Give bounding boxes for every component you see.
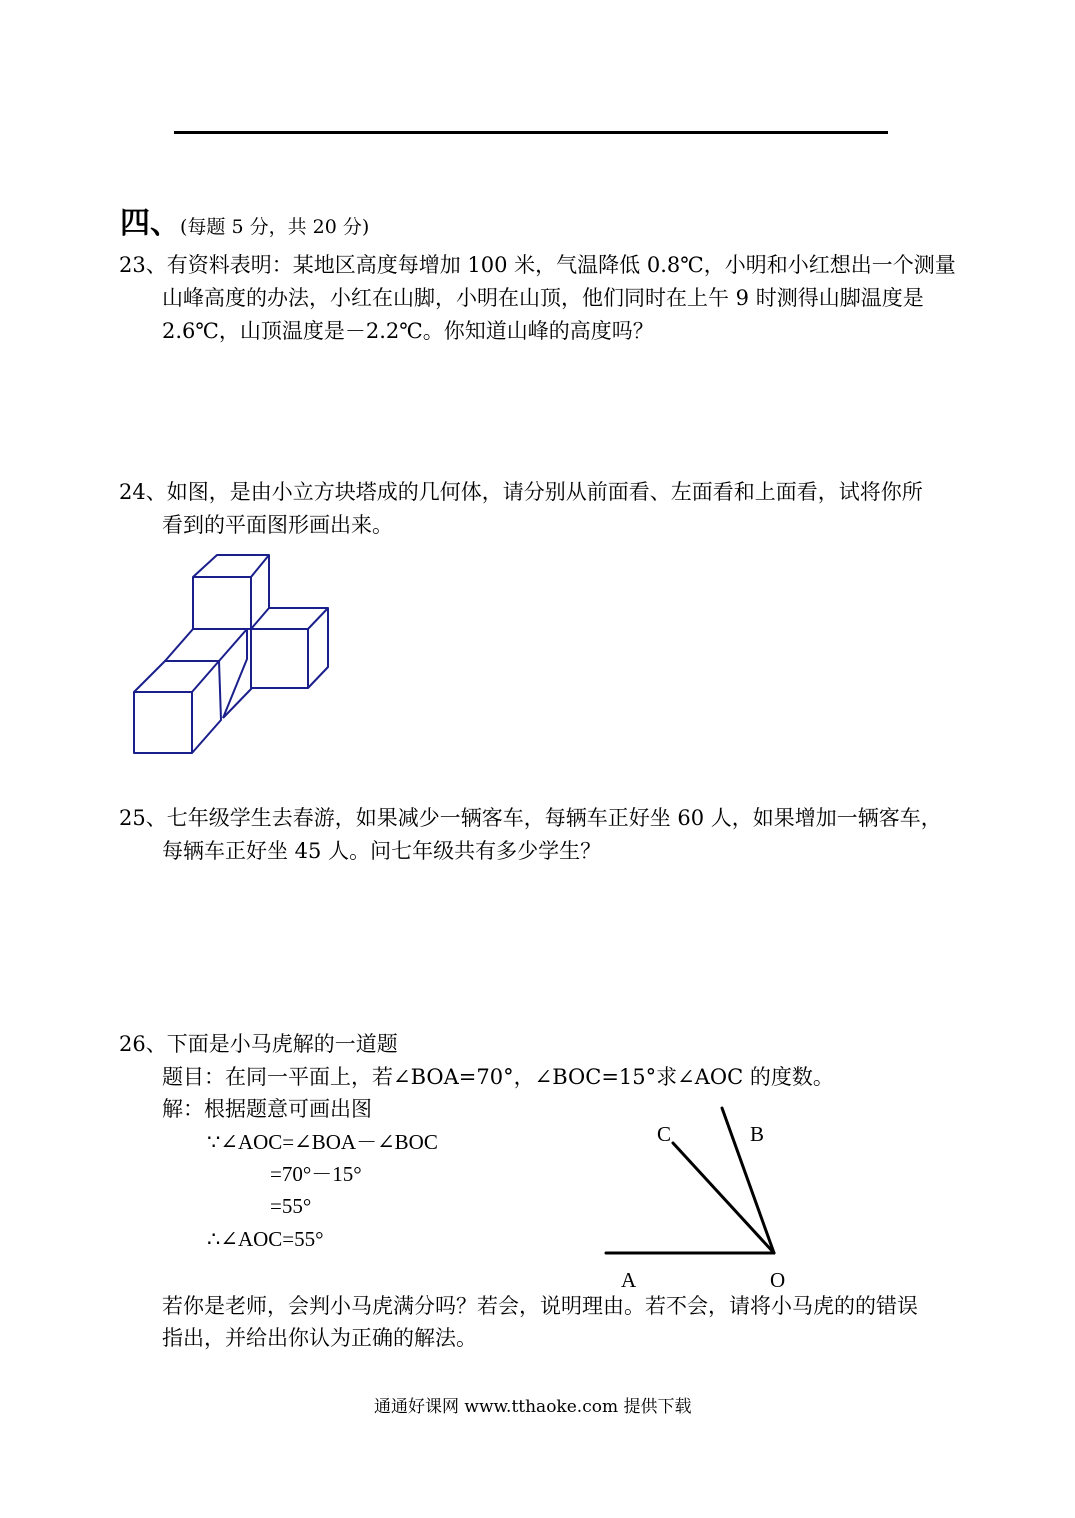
section-number: 四、	[120, 206, 180, 241]
q24-line-2: 看到的平面图形画出来。	[162, 513, 393, 537]
section-heading	[120, 198, 369, 242]
q23-line-1: 23、有资料表明：某地区高度每增加 100 米，气温降低 0.8℃，小明和小红想出一个测量	[119, 253, 956, 277]
q23-line-3: 2.6℃，山顶温度是－2.2℃。你知道山峰的高度吗？	[162, 319, 654, 343]
q26-question-line-2: 指出，并给出你认为正确的解法。	[162, 1326, 477, 1350]
q26-problem: 题目：在同一平面上，若∠BOA=70°，∠BOC=15°求∠AOC 的度数。	[162, 1065, 834, 1089]
point-b-label: B	[750, 1122, 765, 1146]
q26-step-3: =55°	[270, 1194, 312, 1218]
right-cube-front	[251, 629, 308, 688]
q26-solution-intro: 解：根据题意可画出图	[162, 1097, 372, 1121]
angle-figure	[600, 1100, 800, 1260]
header-rule	[174, 131, 888, 134]
right-cube-top-side	[269, 608, 328, 688]
middle-cube-edge	[223, 688, 252, 718]
point-c-label: C	[657, 1122, 672, 1146]
q26-title: 26、下面是小马虎解的一道题	[119, 1032, 398, 1056]
footer-text: 通通好课网 www.tthaoke.com 提供下载	[374, 1397, 692, 1417]
point-a-label: A	[621, 1268, 637, 1292]
top-cube-edge	[251, 555, 269, 577]
ray-ob	[722, 1108, 774, 1253]
q26-step-2: =70°－15°	[270, 1162, 362, 1186]
q26-step-4: ∴∠AOC=55°	[207, 1227, 324, 1251]
top-cube-front	[193, 577, 251, 629]
q26-question-line-1: 若你是老师，会判小马虎满分吗？若会，说明理由。若不会，请将小马虎的的错误	[162, 1294, 918, 1318]
q26-step-1: ∵∠AOC=∠BOA－∠BOC	[207, 1130, 438, 1154]
front-cube-edge	[192, 661, 219, 692]
q24-line-1: 24、如图，是由小立方块塔成的几何体，请分别从前面看、左面看和上面看，试将你所	[119, 480, 923, 504]
right-cube-edge	[308, 608, 328, 629]
ray-oc	[673, 1143, 774, 1253]
q25-line-1: 25、七年级学生去春游，如果减少一辆客车，每辆车正好坐 60 人，如果增加一辆客车，	[119, 806, 942, 830]
top-cube-top-right	[193, 555, 269, 629]
front-cube-front	[134, 692, 192, 753]
q23-line-2: 山峰高度的办法，小红在山脚，小明在山顶，他们同时在上午 9 时测得山脚温度是	[162, 286, 924, 310]
cube-figure	[128, 550, 338, 760]
section-note: (每题 5 分，共 20 分)	[180, 216, 370, 238]
q25-line-2: 每辆车正好坐 45 人。问七年级共有多少学生？	[162, 839, 602, 863]
point-o-label: O	[770, 1268, 786, 1292]
middle-cube-top	[165, 629, 247, 661]
